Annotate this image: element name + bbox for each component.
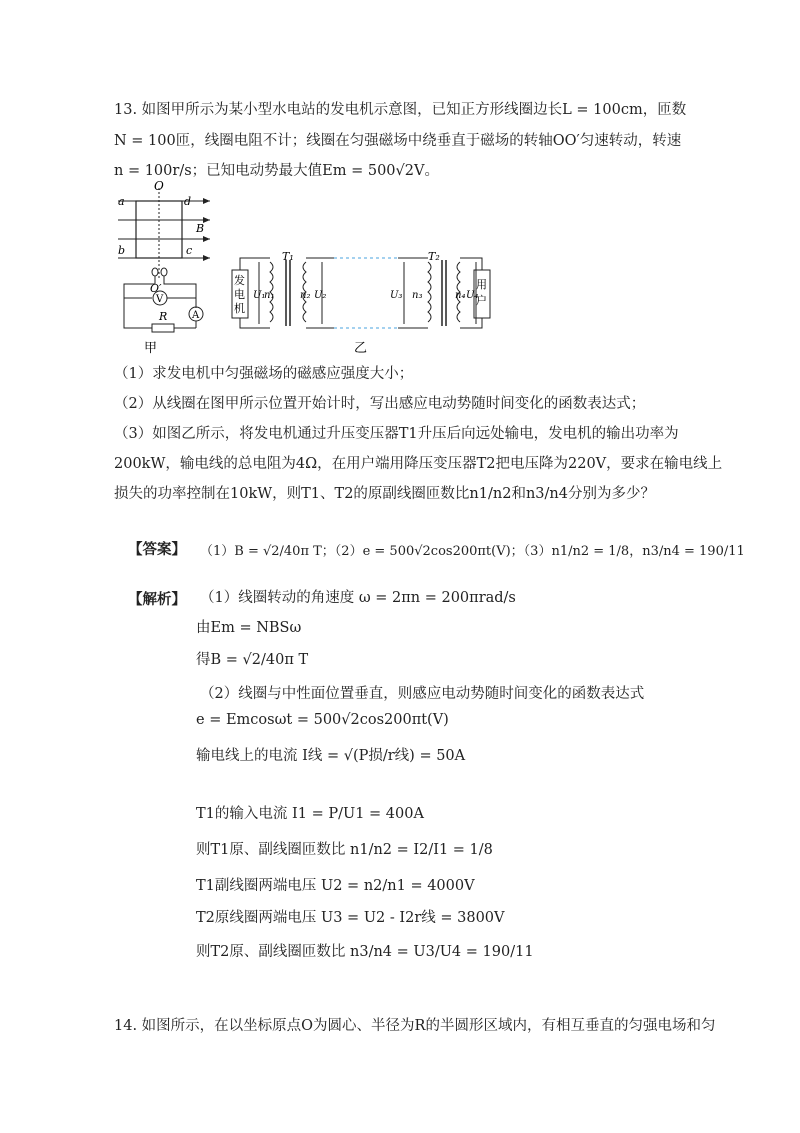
analysis-line-9: T1副线圈两端电压 U2 = n2/n1 = 4000V <box>196 878 475 894</box>
label-T1: T₁ <box>282 250 294 263</box>
label-U2: U₂ <box>314 290 327 301</box>
label-d: d <box>184 195 192 208</box>
gen-char-3: 机 <box>234 302 245 315</box>
analysis-line-1: （1）线圈转动的角速度 ω = 2πn = 200πrad/s <box>200 590 516 606</box>
figure <box>110 180 530 360</box>
analysis-line-7: T1的输入电流 I1 = P/U1 = 400A <box>196 806 424 822</box>
analysis-line-10: T2原线圈两端电压 U3 = U2 - I2r线 = 3800V <box>196 910 505 926</box>
q13-line-2: N = 100匝，线圈电阻不计；线圈在匀强磁场中绕垂直于磁场的转轴OO′匀速转动，转速 <box>114 133 682 149</box>
analysis-line-4: （2）线圈与中性面位置垂直，则感应电动势随时间变化的函数表达式 <box>200 686 645 702</box>
label-U1: U₁ <box>253 290 266 301</box>
meter-A: A <box>192 310 200 321</box>
label-n2: n₂ <box>300 290 311 301</box>
analysis-line-5: e = Emcosωt = 500√2cos200πt(V) <box>196 712 449 728</box>
answer-label: 【答案】 <box>128 541 186 558</box>
q13-sub-3a: （3）如图乙所示，将发电机通过升压变压器T1升压后向远处输电，发电机的输出功率为 <box>114 426 679 442</box>
label-O: O <box>154 180 164 193</box>
q13-sub-3c: 损失的功率控制在10kW，则T1、T2的原副线圈匝数比n1/n2和n3/n4分别为多少？ <box>114 486 655 502</box>
label-n4: n₄ <box>455 290 466 301</box>
label-B: B <box>196 222 205 235</box>
label-c: c <box>186 244 193 257</box>
meter-V: V <box>156 294 164 305</box>
answer-text: （1）B = √2/40π T；（2）e = 500√2cos200πt(V)；（3）n1/n2 = 1/8，n3/n4 = 190/11 <box>200 544 745 559</box>
user-char-2: 户 <box>476 294 487 307</box>
q13-line-1: 13. 如图甲所示为某小型水电站的发电机示意图，已知正方形线圈边长L = 100cm，匝数 <box>114 102 687 118</box>
analysis-line-11: 则T2原、副线圈匝数比 n3/n4 = U3/U4 = 190/11 <box>196 944 534 960</box>
q13-sub-1: （1）求发电机中匀强磁场的磁感应强度大小； <box>114 366 414 382</box>
label-U4: U₄ <box>466 290 479 301</box>
q13-sub-3b: 200kW，输电线的总电阻为4Ω，在用户端用降压变压器T2把电压降为220V，要求在输电线上 <box>114 456 723 472</box>
analysis-line-2: 由Em = NBSω <box>196 620 302 636</box>
gen-char-1: 发 <box>234 274 245 287</box>
label-jia: 甲 <box>144 341 158 356</box>
gen-char-2: 电 <box>234 288 245 301</box>
label-a: a <box>118 195 125 208</box>
q14-line-1: 14. 如图所示，在以坐标原点O为圆心、半径为R的半圆形区域内，有相互垂直的匀强电场和匀 <box>114 1018 716 1034</box>
label-T2: T₂ <box>428 250 440 263</box>
q13-sub-2: （2）从线圈在图甲所示位置开始计时，写出感应电动势随时间变化的函数表达式； <box>114 396 646 412</box>
label-U3: U₃ <box>390 290 403 301</box>
label-yi: 乙 <box>354 341 368 356</box>
q13-line-3: n = 100r/s；已知电动势最大值Em = 500√2V。 <box>114 163 439 179</box>
analysis-line-8: 则T1原、副线圈匝数比 n1/n2 = I2/I1 = 1/8 <box>196 842 493 858</box>
analysis-line-6: 输电线上的电流 I线 = √(P损/r线) = 50A <box>196 748 466 764</box>
label-n1: n₁ <box>264 290 275 301</box>
label-Oprime: O′ <box>150 282 162 295</box>
analysis-line-3: 得B = √2/40π T <box>196 652 309 668</box>
label-R: R <box>159 310 168 323</box>
label-n3: n₃ <box>412 290 423 301</box>
analysis-label: 【解析】 <box>128 591 186 608</box>
user-char-1: 用 <box>476 278 487 291</box>
label-b: b <box>118 244 126 257</box>
